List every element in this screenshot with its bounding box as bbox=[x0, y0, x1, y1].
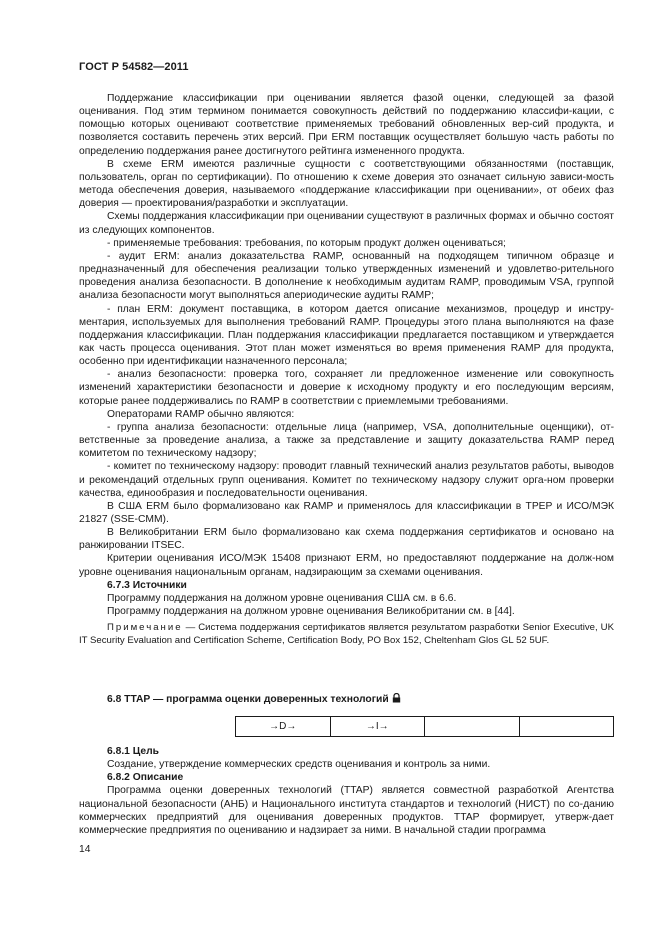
arrow-diagram-table bbox=[235, 716, 614, 737]
list-item: - план ERM: документ поставщика, в котором дается описание механизмов, процедур и инстру-ментария, используемых для выполнения требований RAMP. Процедуры этого плана выполняются на фазе поддержания классификации. План поддержания классификации предлагается поставщиком и утверждается как часть процесса оценивания. Этот план может изменяться во время применения RAMP для продукта, особенно при идентификации назначенного персонала; bbox=[79, 303, 614, 368]
table-cell bbox=[425, 717, 520, 737]
page-number: 14 bbox=[79, 844, 91, 855]
section-heading-682: 6.8.2 Описание bbox=[107, 772, 184, 784]
table-cell bbox=[519, 717, 614, 737]
paragraph: В Великобритании ERM было формализовано как схема поддержания сертификатов и основано на ранжировании ITSEC. bbox=[79, 527, 614, 552]
paragraph: Создание, утверждение коммерческих средств оценивания и контроль за ними. bbox=[107, 759, 491, 771]
note-label: Примечание bbox=[107, 622, 183, 634]
list-item: - анализ безопасности: проверка того, сохраняет ли предложенное изменение или совокупность изменений характеристики безопасности и доверие к исходному продукту и его последующим версиям, которые ранее поддерживались по RAMP в соответствии с приемлемыми требованиями. bbox=[79, 369, 614, 407]
paragraph: Программу поддержания на должном уровне оценивания Великобритании см. в [44]. bbox=[107, 606, 515, 618]
lock-icon bbox=[392, 693, 401, 706]
list-item: - применяемые требования: требования, по которым продукт должен оцениваться; bbox=[107, 237, 506, 249]
paragraph: Поддержание классификации при оценивании является фазой оценки, следующей за фазой оценивания. Под этим термином понимается совокупность действий по поддержанию классифи-кации, с помощью которых оценивают соответствие применяемых требований обновленных вер-сий продукта, и позволяется составить перечень этих версий. При ERM поставщик осуществляет большую часть работы по определению поддержания ранее достигнутого рейтинга измененного продукта. bbox=[79, 93, 614, 157]
paragraph: Программу поддержания на должном уровне оценивания США см. в 6.6. bbox=[107, 592, 457, 604]
section-68-text bbox=[79, 745, 614, 837]
section-heading-68-text: 6.8 TTAP — программа оценки доверенных технологий bbox=[107, 694, 389, 705]
list-item: - аудит ERM: анализ доказательства RAMP, основанный на подходящем типичном образце и предназначенный для обеспечения реализации только утвержденных изменений и удовлетво-рительного проведения анализа безопасности. В дополнение к необходимым аудитам RAMP, проводимым VSA, группой анализа безопасности могут выполняться апериодические аудиты RAMP; bbox=[79, 250, 614, 302]
paragraph: Схемы поддержания классификации при оценивании существуют в различных формах и обычно состоят из следующих компонентов. bbox=[79, 211, 614, 236]
section-heading-673: 6.7.3 Источники bbox=[107, 579, 187, 591]
list-item: - группа анализа безопасности: отдельные лица (например, VSA, дополнительные оценщики), от-ветственные за проведение анализа, а также за представление и защиту доказательства RAMP перед комитетом по техническому надзору; bbox=[79, 421, 614, 460]
main-text-block bbox=[79, 92, 614, 647]
section-heading-68 bbox=[107, 693, 401, 706]
note-text: — Система поддержания сертификатов является результатом разработки Senior Executive, UK IT Security Evaluation and Certification Scheme, Certification Body, PO Box 152, Cheltenham Glos GL 52 5UF. bbox=[79, 622, 614, 646]
table-cell: →D→ bbox=[236, 717, 331, 737]
paragraph: В схеме ERM имеются различные сущности с соответствующими обязанностями (поставщик, пользователь, орган по сертификации). По отношению к схеме доверия это означает сильную зависи-мость метода обеспечения доверия, называемого «поддержание классификации при оценивании», от обеих фаз доверия — проектирования/разработки и эксплуатации. bbox=[79, 158, 614, 210]
note bbox=[79, 622, 614, 647]
paragraph: Программа оценки доверенных технологий (TTAP) является совместной разработкой Агентства национальной безопасности (АНБ) и Национального института стандартов и технологий (НИСТ) по со-данию коммерческих предприятий для оценивания доверенных продуктов. TTAP формирует, утверж-дает коммерческие предприятия по оцениванию и надзирает за ними. В начальной стадии программа bbox=[79, 785, 614, 836]
paragraph: Операторами RAMP обычно являются: bbox=[107, 408, 295, 420]
standard-header: ГОСТ Р 54582—2011 bbox=[79, 61, 189, 73]
paragraph: В США ERM было формализовано как RAMP и применялось для классификации в TPEP и ИСО/МЭК 21827 (SSE-CMM). bbox=[79, 500, 614, 525]
list-item: - комитет по техническому надзору: проводит главный технический анализ результатов работы, выводов и рекомендаций отдельных групп оценивания. Комитет по техническому надзору служит орга-ном проверки качества, единообразия и последовательности оценивания. bbox=[79, 461, 614, 499]
table-cell: →I→ bbox=[330, 717, 425, 737]
section-heading-681: 6.8.1 Цель bbox=[107, 746, 160, 757]
paragraph: Критерии оценивания ИСО/МЭК 15408 признают ERM, но предоставляют поддержание на долж-ном уровне оценивания национальным органам, надзирающим за схемами оценивания. bbox=[79, 553, 614, 578]
